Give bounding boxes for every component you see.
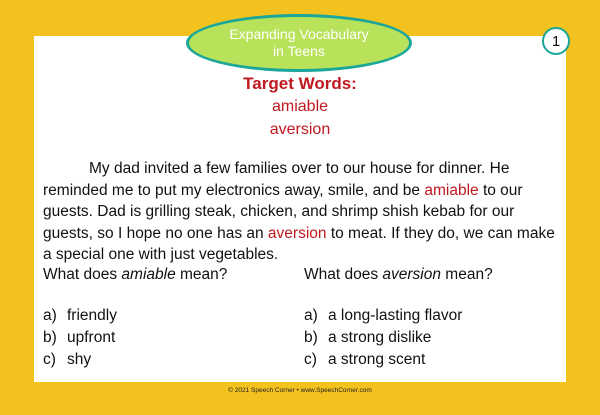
question-word: aversion bbox=[382, 266, 441, 283]
passage-text-1: My dad invited a few families over to our house for dinner. He reminded me to put my electronics away, smile, and be bbox=[43, 160, 510, 199]
options-amiable bbox=[43, 305, 117, 371]
target-word-aversion: aversion bbox=[269, 121, 331, 138]
passage-text-3: to meat. If they do, we can make a special one with just vegetables. bbox=[43, 224, 555, 263]
question-aversion bbox=[304, 266, 493, 284]
title-badge bbox=[186, 14, 412, 72]
option-text: friendly bbox=[67, 307, 117, 324]
passage-word-amiable: amiable bbox=[424, 181, 479, 199]
question-suffix: mean? bbox=[175, 266, 228, 283]
passage-text-2: to our guests. Dad is grilling steak, chicken, and shrimp shish kebab for our guests, so I hope no one has an bbox=[43, 181, 523, 242]
question-prefix: What does bbox=[304, 266, 383, 283]
option-c[interactable] bbox=[304, 349, 462, 371]
badge-title-line1: Expanding Vocabulary bbox=[229, 26, 369, 42]
question-prefix: What does bbox=[43, 266, 122, 283]
option-text: a strong dislike bbox=[328, 329, 432, 346]
passage-word-aversion: aversion bbox=[267, 224, 327, 242]
option-c[interactable] bbox=[43, 349, 117, 371]
options-aversion bbox=[304, 305, 462, 371]
question-suffix: mean? bbox=[441, 266, 493, 283]
target-word-amiable: amiable bbox=[271, 98, 329, 115]
reading-passage bbox=[43, 158, 563, 266]
option-a[interactable] bbox=[304, 305, 462, 327]
option-letter: c) bbox=[304, 351, 317, 368]
option-letter: a) bbox=[304, 307, 318, 324]
option-letter: c) bbox=[43, 351, 56, 368]
option-letter: b) bbox=[43, 329, 57, 346]
option-letter: b) bbox=[304, 329, 318, 346]
option-text: shy bbox=[67, 351, 92, 368]
option-b[interactable] bbox=[43, 327, 117, 349]
question-amiable bbox=[43, 266, 227, 284]
copyright-footer: © 2021 Speech Corner • www.SpeechCorner.com bbox=[228, 387, 372, 394]
badge-title-line2: in Teens bbox=[273, 43, 325, 59]
page-number: 1 bbox=[542, 27, 570, 55]
option-letter: a) bbox=[43, 307, 57, 324]
option-b[interactable] bbox=[304, 327, 462, 349]
option-text: a strong scent bbox=[328, 351, 426, 368]
option-a[interactable] bbox=[43, 305, 117, 327]
target-words-heading: Target Words: bbox=[243, 74, 357, 93]
question-word: amiable bbox=[121, 266, 176, 283]
option-text: a long-lasting flavor bbox=[328, 307, 463, 324]
option-text: upfront bbox=[67, 329, 116, 346]
